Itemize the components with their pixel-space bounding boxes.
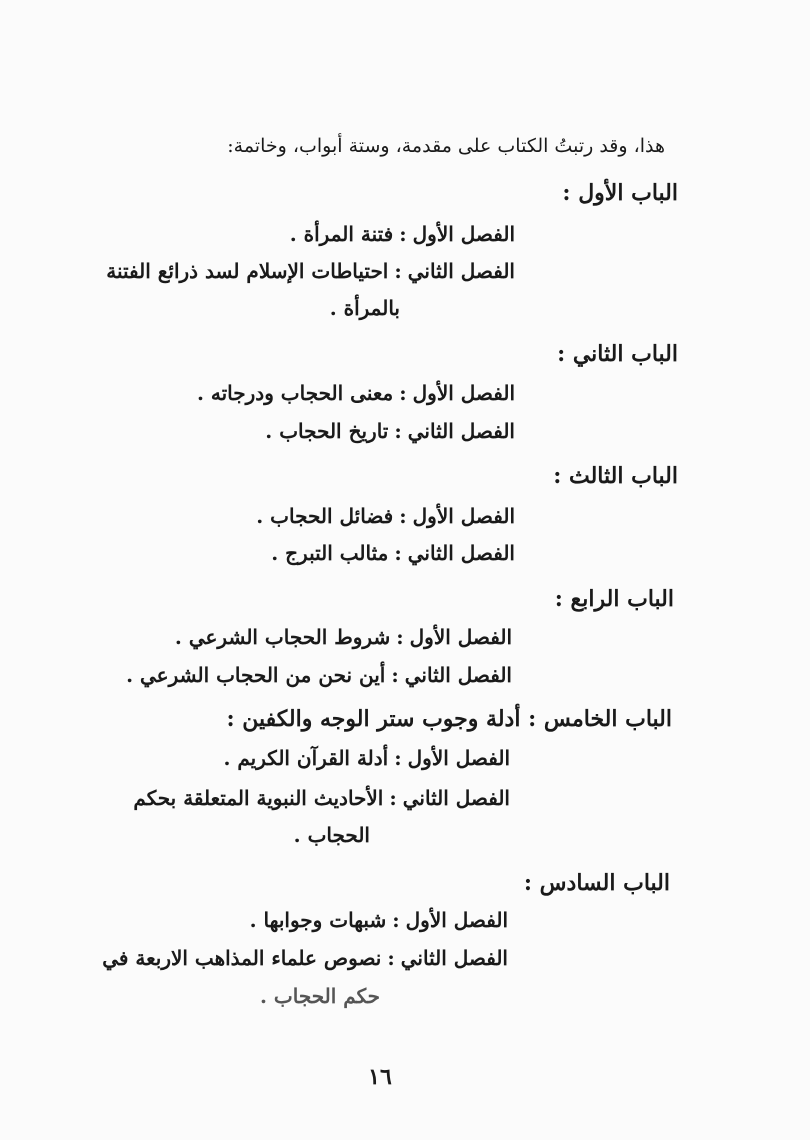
section-separator: :	[394, 259, 402, 283]
chapter-6-section-1	[250, 908, 508, 932]
chapter-1-title: الباب الأول :	[562, 180, 678, 206]
section-label: الفصل الثاني	[404, 663, 512, 687]
section-separator: :	[396, 625, 404, 649]
section-title: فضائل الحجاب .	[256, 504, 394, 528]
section-title: شروط الحجاب الشرعي .	[174, 625, 391, 649]
section-title: تاريخ الحجاب .	[265, 419, 389, 443]
page-number: ١٦	[368, 1064, 392, 1090]
chapter-1-section-2-continuation: بالمرأة .	[329, 296, 400, 320]
section-label: الفصل الأول	[407, 746, 510, 770]
chapter-2-section-1	[197, 381, 515, 405]
chapter-6-section-2-continuation: حكم الحجاب .	[260, 984, 380, 1008]
section-label: الفصل الأول	[412, 504, 515, 528]
section-title: نصوص علماء المذاهب الاربعة في	[102, 946, 382, 970]
section-label: الفصل الثاني	[407, 259, 515, 283]
chapter-4-section-1	[175, 625, 512, 649]
section-title: شبهات وجوابها .	[249, 908, 387, 932]
section-separator: :	[391, 663, 399, 687]
chapter-4-section-2	[126, 663, 512, 687]
section-separator: :	[392, 908, 400, 932]
section-label: الفصل الثاني	[402, 786, 510, 810]
chapter-6-title: الباب السادس :	[523, 870, 670, 896]
chapter-4-title: الباب الرابع :	[554, 586, 674, 612]
section-label: الفصل الأول	[409, 625, 512, 649]
chapter-6-section-2	[102, 946, 508, 970]
section-title: معنى الحجاب ودرجاته .	[196, 381, 394, 405]
section-separator: :	[394, 419, 402, 443]
section-title: مثالب التبرج .	[271, 541, 389, 565]
chapter-5-section-2-continuation: الحجاب .	[293, 823, 370, 847]
section-title: فتنة المرأة .	[289, 222, 394, 246]
section-title: الأحاديث النبوية المتعلقة بحكم	[133, 786, 384, 810]
chapter-5-title: الباب الخامس : أدلة وجوب ستر الوجه والكفين :	[226, 706, 672, 732]
section-label: الفصل الثاني	[400, 946, 508, 970]
section-separator: :	[394, 541, 402, 565]
chapter-3-section-1	[256, 504, 515, 528]
section-label: الفصل الثاني	[407, 541, 515, 565]
chapter-2-title: الباب الثاني :	[557, 341, 678, 367]
chapter-5-section-1	[223, 746, 510, 770]
section-separator: :	[389, 786, 397, 810]
section-label: الفصل الثاني	[407, 419, 515, 443]
section-title: أين نحن من الحجاب الشرعي .	[126, 663, 386, 687]
section-title: أدلة القرآن الكريم .	[223, 746, 389, 770]
section-separator: :	[399, 222, 407, 246]
chapter-3-title: الباب الثالث :	[553, 463, 678, 489]
chapter-1-section-1	[290, 222, 515, 246]
section-label: الفصل الأول	[412, 381, 515, 405]
section-title: احتياطات الإسلام لسد ذرائع الفتنة	[106, 259, 389, 283]
section-separator: :	[399, 504, 407, 528]
chapter-2-section-2	[265, 419, 515, 443]
chapter-1-section-2	[106, 259, 515, 283]
section-separator: :	[399, 381, 407, 405]
intro-line: هذا، وقد رتبتُ الكتاب على مقدمة، وستة أبواب، وخاتمة:	[227, 135, 665, 157]
chapter-3-section-2	[271, 541, 515, 565]
section-label: الفصل الأول	[405, 908, 508, 932]
section-label: الفصل الأول	[412, 222, 515, 246]
section-separator: :	[387, 946, 395, 970]
chapter-5-section-2	[133, 786, 510, 810]
section-separator: :	[394, 746, 402, 770]
